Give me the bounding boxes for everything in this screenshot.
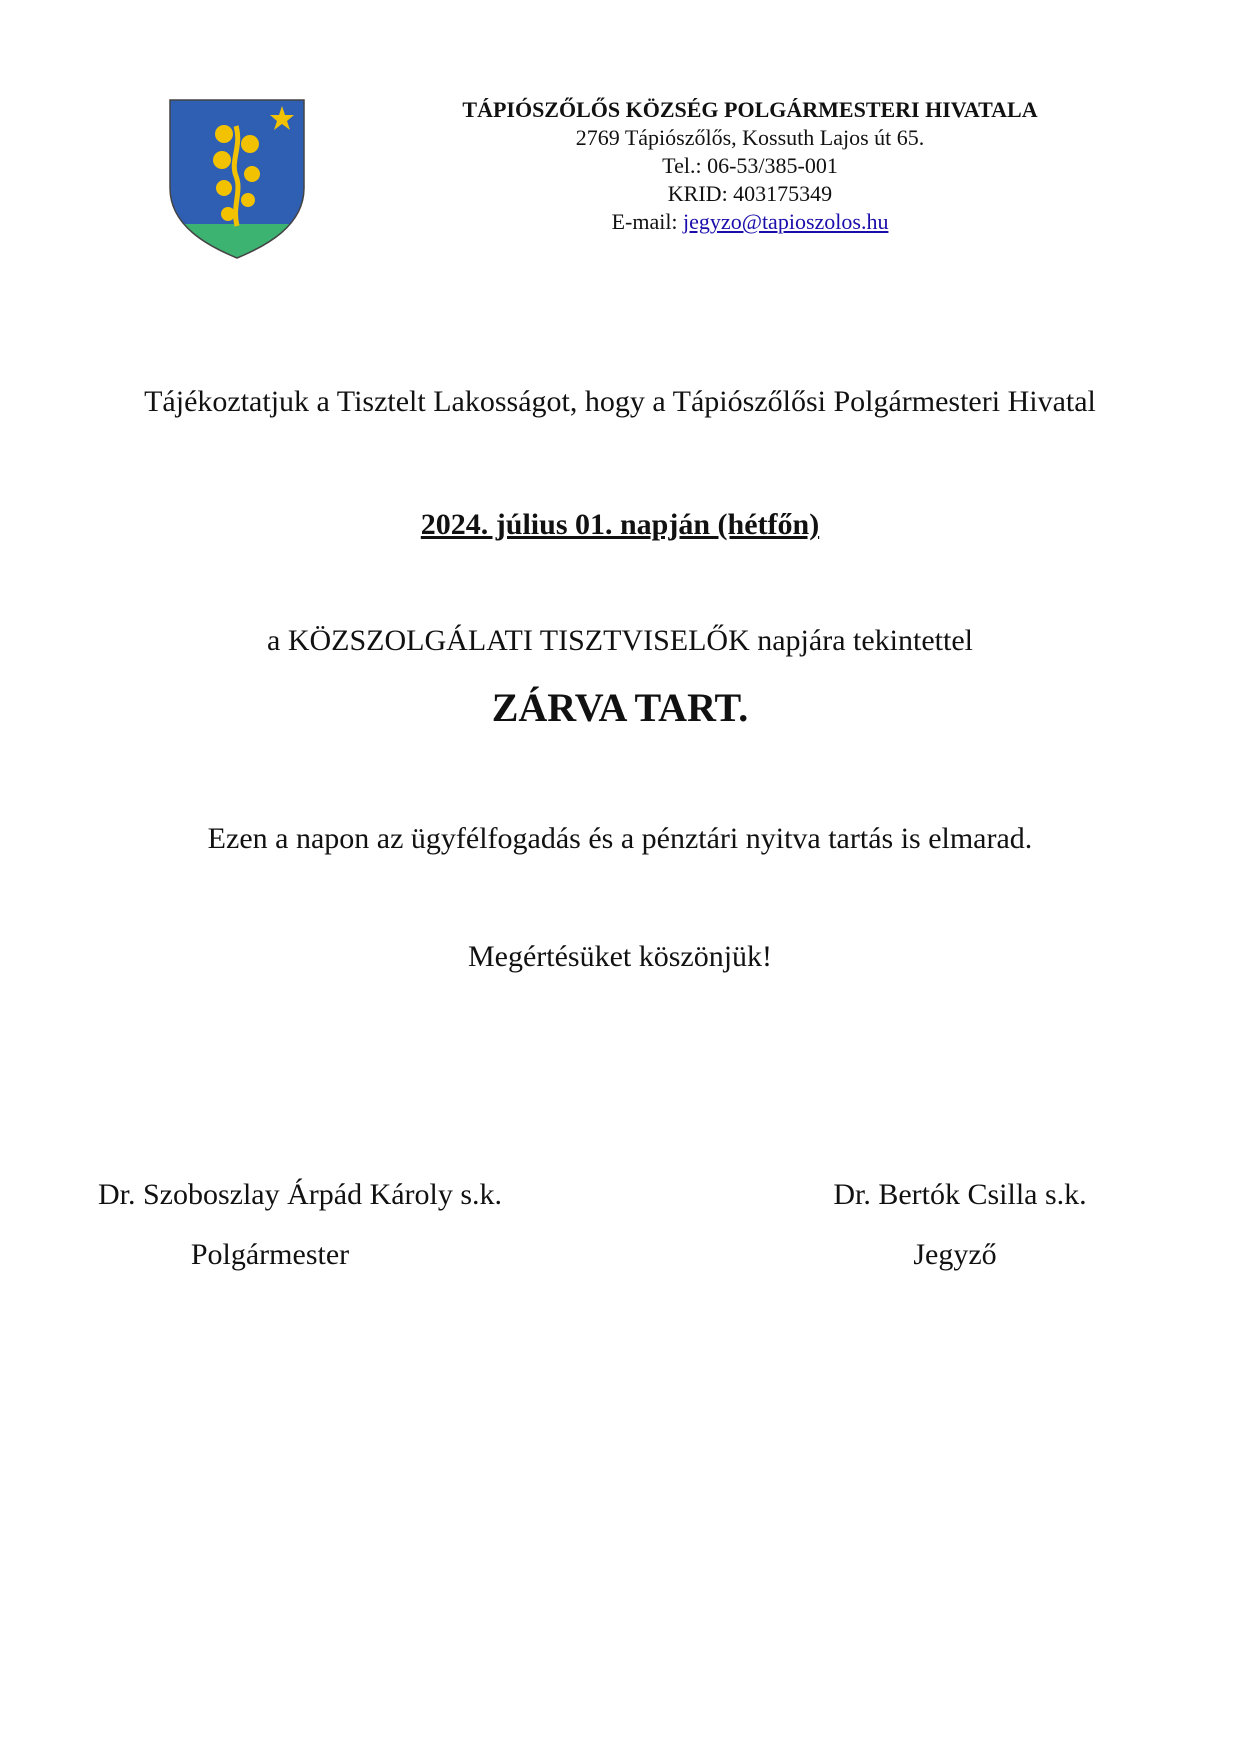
organization-name: TÁPIÓSZŐLŐS KÖZSÉG POLGÁRMESTERI HIVATALA [462, 97, 1038, 122]
krid: KRID: 403175349 [667, 181, 833, 206]
phone: Tel.: 06-53/385-001 [662, 153, 838, 178]
thanks-text: Megértésüket köszönjük! [467, 940, 773, 973]
address: 2769 Tápiószőlős, Kossuth Lajos út 65. [575, 125, 925, 150]
signature-name: Dr. Szoboszlay Árpád Károly s.k. [97, 1178, 503, 1211]
signature-mayor [60, 1178, 540, 1212]
date-line [0, 508, 1240, 542]
reason-text: a KÖZSZOLGÁLATI TISZTVISELŐK napjára tekintettel [267, 624, 973, 657]
signature-mayor-title: Polgármester [190, 1238, 350, 1271]
service-notice: Ezen a napon az ügyfélfogadás és a pénztári nyitva tartás is elmarad. [207, 822, 1033, 855]
email-link[interactable]: jegyzo@tapioszolos.hu [683, 209, 889, 234]
intro-text: Tájékoztatjuk a Tisztelt Lakosságot, hogy a Tápiószőlősi Polgármesteri Hivatal [144, 385, 1096, 418]
closed-notice: ZÁRVA TART. [491, 685, 749, 730]
signature-clerk-title: Jegyző [913, 1238, 997, 1271]
email-line [355, 208, 1145, 236]
coat-of-arms-icon [166, 96, 308, 262]
signature-clerk [790, 1178, 1130, 1212]
closure-date: 2024. július 01. napján (hétfőn) [420, 508, 820, 541]
letterhead [355, 96, 1145, 236]
signature-name: Dr. Bertók Csilla s.k. [833, 1178, 1087, 1211]
email-label: E-mail: [611, 209, 684, 234]
